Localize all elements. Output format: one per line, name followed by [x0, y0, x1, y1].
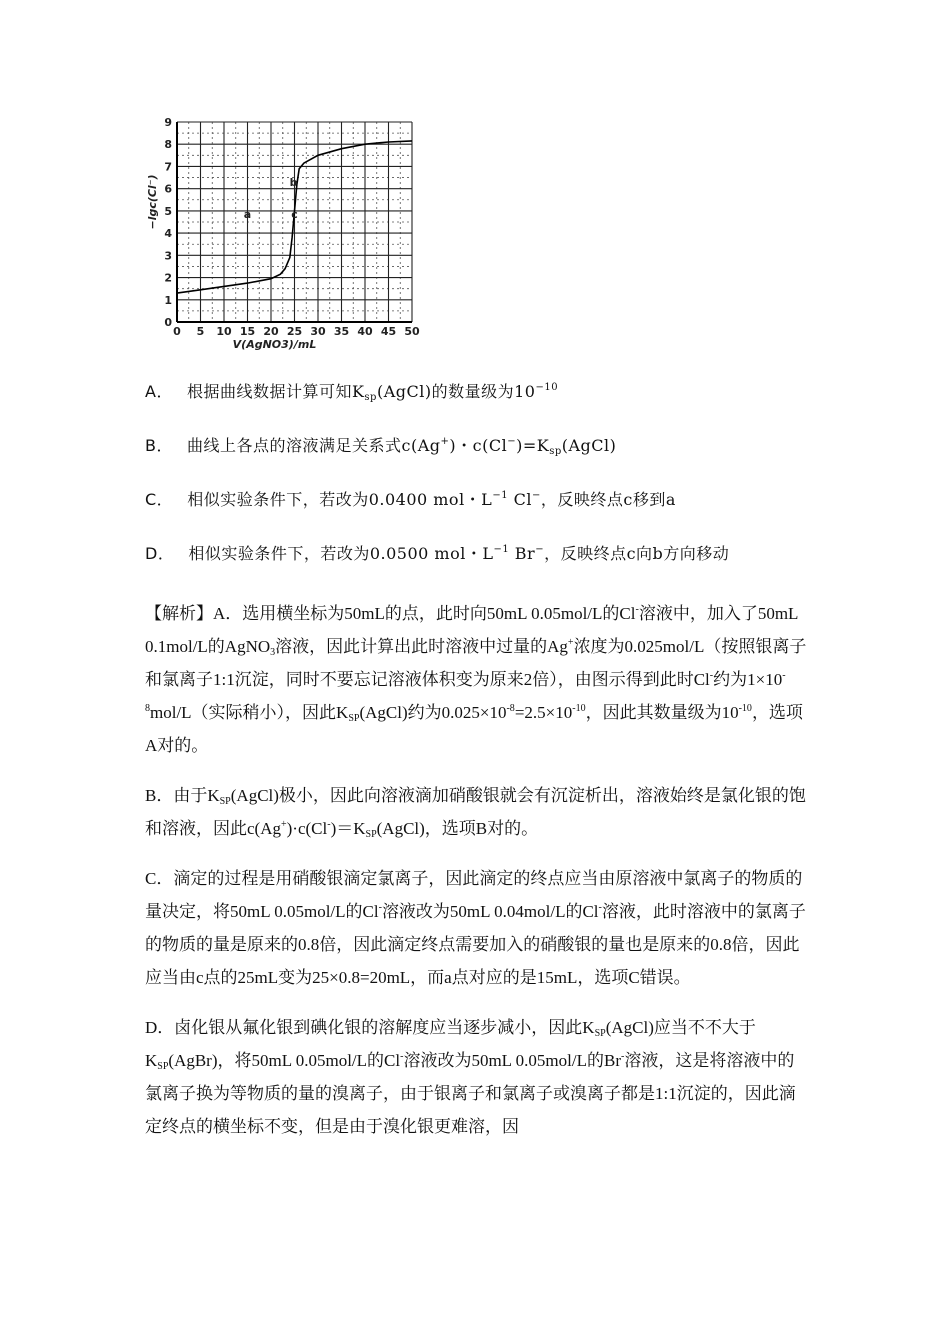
superscript: -: [709, 670, 714, 681]
x-tick-label: 5: [196, 325, 205, 338]
text-run: )＝K: [330, 819, 366, 838]
y-tick-label: 3: [164, 249, 172, 263]
option-d-text: 相似实验条件下，若改为0.0500 mol・L: [188, 544, 494, 563]
option-b-sub: sp: [549, 446, 562, 457]
option-d-mid: Br: [509, 544, 536, 563]
x-axis-label: V(AgNO3)/mL: [232, 338, 317, 351]
option-c-after: ，反映终点c移到a: [540, 490, 676, 509]
option-c-letter: C．: [145, 490, 174, 509]
option-d[interactable]: [145, 542, 845, 566]
text-run: 溶液，此时溶液中的氯离子的物质的量是原来的0.8倍，因此滴定终点需要加入的硝酸银的量也是原来的0.8倍，因此应当由c点的25mL变为25×0.8=20mL，而a点对应的是15mL，选项C错误。: [145, 902, 806, 987]
text-run: A．选用横坐标为50mL的点，此时向50mL 0.05mol/L的Cl: [213, 604, 636, 623]
y-tick-label: 6: [164, 182, 172, 196]
option-a-sup: −10: [535, 382, 559, 393]
text-run: 溶液，这是将溶液中的氯离子换为等物质的量的溴离子，由于银离子和氯离子或溴离子都是1:1沉淀的，因此滴定终点的横坐标不变，但是由于溴化银更难溶，因: [145, 1051, 796, 1136]
x-tick-label: 10: [216, 325, 232, 338]
analysis-section: [145, 597, 810, 1160]
analysis-paragraph-c: [145, 862, 810, 994]
superscript: -: [620, 1051, 625, 1062]
y-tick-label: 1: [164, 293, 172, 307]
option-b-mid: )・c(Cl: [449, 436, 508, 455]
text-run: (AgCl)应当不不大于K: [145, 1018, 756, 1070]
option-b-letter: B．: [145, 436, 173, 455]
option-b[interactable]: [145, 434, 845, 458]
text-run: )·c(Cl: [286, 819, 328, 838]
subscript: SP: [348, 713, 360, 724]
option-b-after: )=K: [516, 436, 550, 455]
superscript: -8: [145, 670, 786, 714]
option-d-sup2: −: [535, 544, 545, 555]
text-run: B．由于K: [145, 786, 220, 805]
option-d-sup1: −1: [493, 544, 510, 555]
subscript: 3: [270, 647, 276, 658]
answer-options: [145, 380, 845, 596]
titration-chart: [140, 110, 430, 360]
option-b-sup2: −: [507, 436, 517, 447]
text-run: ，选项A对的。: [145, 703, 803, 755]
text-run: 约为1×10: [713, 670, 783, 689]
x-tick-label: 0: [173, 325, 181, 338]
superscript: -10: [572, 703, 586, 714]
option-c-sup2: −: [532, 490, 541, 501]
y-tick-label: 4: [164, 227, 172, 241]
text-run: ，因此其数量级为10: [585, 703, 739, 722]
option-a-after: (AgCl)的数量级为10: [376, 382, 536, 401]
option-a-text: 根据曲线数据计算可知K: [186, 382, 365, 401]
x-tick-label: 45: [380, 325, 397, 338]
subscript: SP: [594, 1028, 606, 1039]
superscript: +: [567, 637, 574, 648]
superscript: -: [400, 1051, 404, 1062]
y-tick-label: 2: [164, 271, 172, 285]
superscript: +: [280, 819, 287, 830]
point-label-a: a: [243, 208, 252, 222]
option-b-end: (AgCl): [561, 436, 617, 455]
point-label-c: c: [291, 208, 298, 222]
analysis-lead: 【解析】: [145, 604, 213, 623]
text-run: (AgCl)，选项B对的。: [376, 819, 539, 838]
text-run: 溶液中，加入了50mL 0.1mol/L的AgNO: [145, 604, 798, 656]
analysis-paragraph-b: [145, 779, 810, 845]
analysis-paragraph-a: [145, 597, 810, 762]
text-run: 溶液改为50mL 0.04mol/L的Cl: [381, 902, 599, 921]
x-tick-label: 25: [286, 325, 303, 338]
text-run: =2.5×10: [514, 703, 573, 722]
x-tick-label: 40: [357, 325, 373, 338]
option-a-letter: A．: [145, 382, 173, 401]
superscript: -8: [506, 703, 515, 714]
y-tick-label: 9: [164, 116, 172, 129]
superscript: -: [378, 902, 382, 913]
option-a[interactable]: [145, 380, 845, 404]
option-c-mid: Cl: [508, 490, 533, 509]
text-run: 溶液，因此计算出此时溶液中过量的Ag: [275, 637, 568, 656]
option-b-sup1: +: [440, 436, 450, 447]
subscript: SP: [219, 796, 231, 807]
option-d-after: ，反映终点c向b方向移动: [544, 544, 730, 563]
point-label-b: b: [289, 176, 298, 189]
y-tick-label: 7: [164, 160, 172, 174]
y-tick-label: 0: [164, 316, 172, 329]
text-run: (AgBr)，将50mL 0.05mol/L的Cl: [168, 1051, 401, 1070]
x-tick-label: 30: [310, 325, 326, 338]
text-run: 浓度为0.025mol/L（按照银离子和氯离子1:1沉淀，同时不要忘记溶液体积变为原来2倍），由图示得到此时Cl: [145, 637, 807, 689]
y-tick-label: 8: [164, 138, 172, 152]
text-run: 溶液改为50mL 0.05mol/L的Br: [403, 1051, 621, 1070]
superscript: -: [327, 819, 331, 830]
superscript: -: [598, 902, 602, 913]
x-tick-label: 35: [333, 325, 350, 338]
x-tick-label: 15: [239, 325, 256, 338]
subscript: SP: [157, 1061, 169, 1072]
option-b-text: 曲线上各点的溶液满足关系式c(Ag: [186, 436, 441, 455]
text-run: (AgCl)极小，因此向溶液滴加硝酸银就会有沉淀析出，溶液始终是氯化银的饱和溶液，因此c(Ag: [145, 786, 806, 838]
option-c-text: 相似实验条件下，若改为0.0400 mol・L: [187, 490, 493, 509]
text-run: D．卤化银从氟化银到碘化银的溶解度应当逐步减小，因此K: [145, 1018, 595, 1037]
text-run: C．滴定的过程是用硝酸银滴定氯离子，因此滴定的终点应当由原溶液中氯离子的物质的量决定，将50mL 0.05mol/L的Cl: [145, 869, 803, 921]
y-axis-label: −lgc(Cl⁻): [146, 174, 159, 230]
titration-chart-svg: [140, 110, 430, 360]
text-run: mol/L（实际稍小），因此K: [150, 703, 349, 722]
option-a-sub: sp: [364, 392, 377, 403]
x-tick-label: 20: [263, 325, 279, 338]
text-run: (AgCl)约为0.025×10: [359, 703, 507, 722]
subscript: SP: [365, 829, 377, 840]
superscript: -10: [738, 703, 752, 714]
option-c-sup1: −1: [492, 490, 509, 501]
option-d-letter: D．: [145, 544, 175, 563]
option-c[interactable]: [145, 488, 845, 512]
y-tick-label: 5: [164, 204, 172, 218]
x-tick-label: 50: [404, 325, 420, 338]
superscript: -: [635, 604, 639, 615]
analysis-paragraph-d: [145, 1011, 810, 1143]
